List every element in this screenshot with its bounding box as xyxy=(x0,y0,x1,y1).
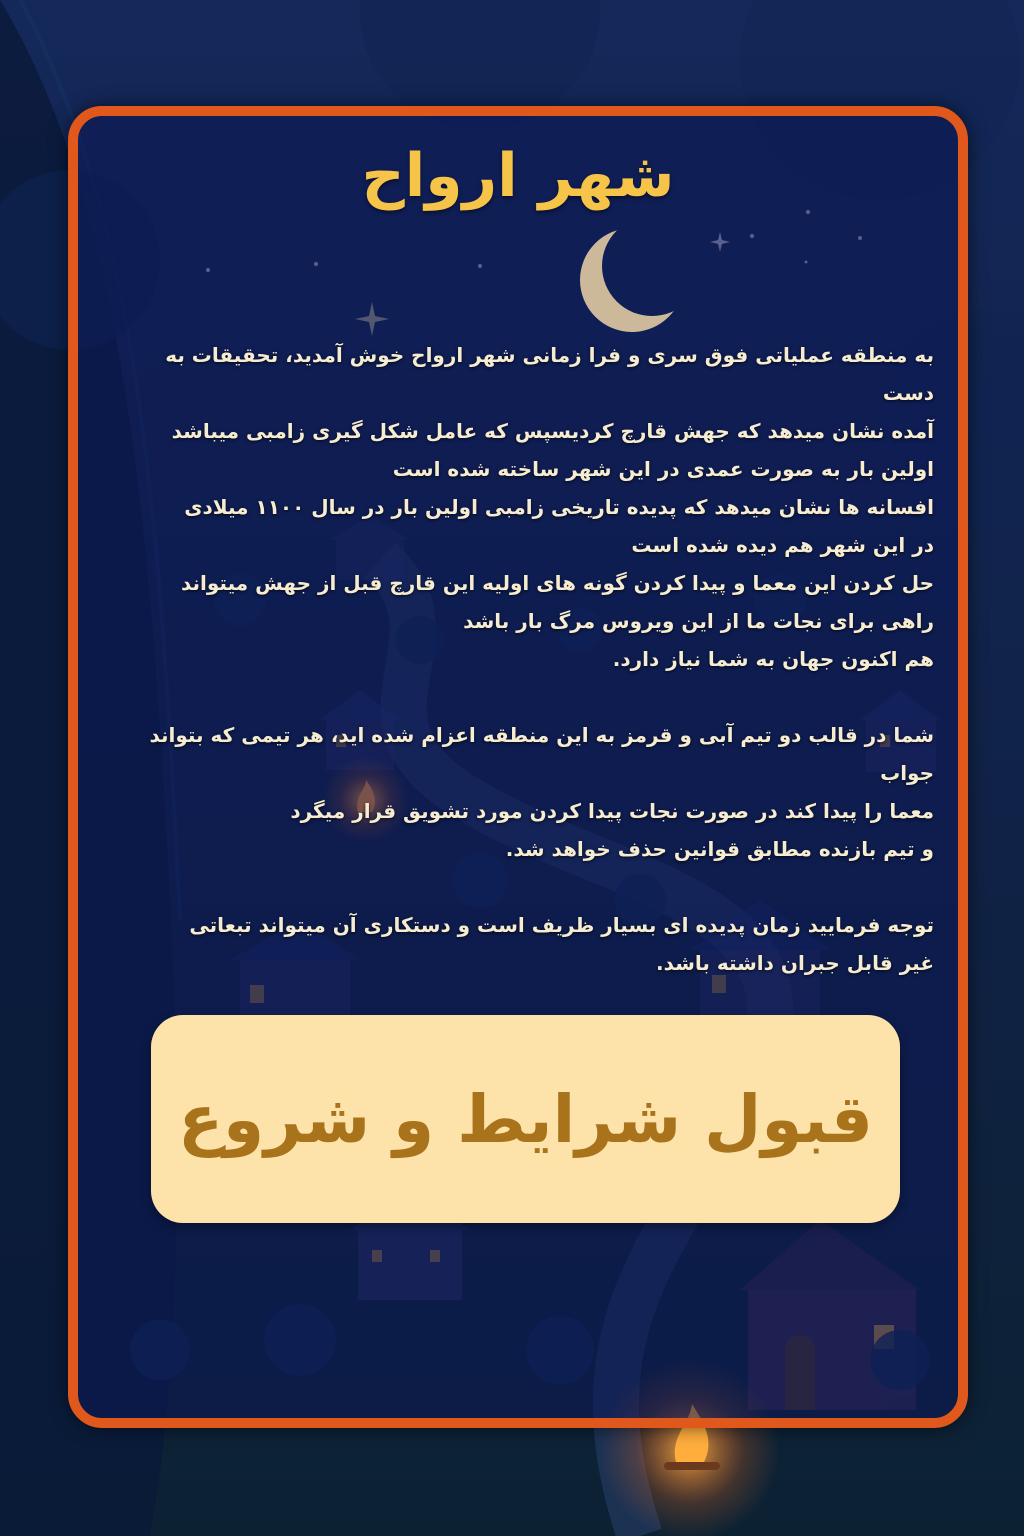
story-paragraph-intro: به منطقه عملیاتی فوق سری و فرا زمانی شهر ارواح خوش آمدید، تحقیقات به دست آمده نشان میدهد که جهش قارچ کردیسپس که عامل شکل گیری زامبی میباشد اولین بار به صورت عمدی در این شهر ساخته شده است افسانه ها نشان میدهد که پدیده تاریخی زامبی اولین بار در سال ۱۱۰۰ میلادی در این شهر هم دیده شده است حل کردن این معما و پیدا کردن گونه های اولیه این قارچ قبل از جهش میتواند راهی برای نجات ما از این ویروس مرگ بار باشد هم اکنون جهان به شما نیاز دارد. xyxy=(165,343,934,671)
paragraph-spacer xyxy=(108,678,934,716)
accept-and-start-label: قبول شرایط و شروع xyxy=(178,1080,873,1158)
page-title: شهر ارواح xyxy=(361,141,675,211)
paragraph-spacer xyxy=(108,868,934,906)
accept-and-start-button[interactable] xyxy=(151,1015,900,1223)
story-paragraph-warning: توجه فرمایید زمان پدیده ای بسیار ظریف است و دستکاری آن میتواند تبعاتی غیر قابل جبران داشته باشد. xyxy=(189,913,934,975)
story-text xyxy=(108,336,934,982)
crescent-moon-icon xyxy=(570,222,690,342)
story-paragraph-teams: شما در قالب دو تیم آبی و قرمز به این منطقه اعزام شده اید، هر تیمی که بتواند جواب معما را پیدا کند در صورت نجات پیدا کردن مورد تشویق قرار میگرد و تیم بازنده مطابق قوانین حذف خواهد شد. xyxy=(149,723,934,861)
